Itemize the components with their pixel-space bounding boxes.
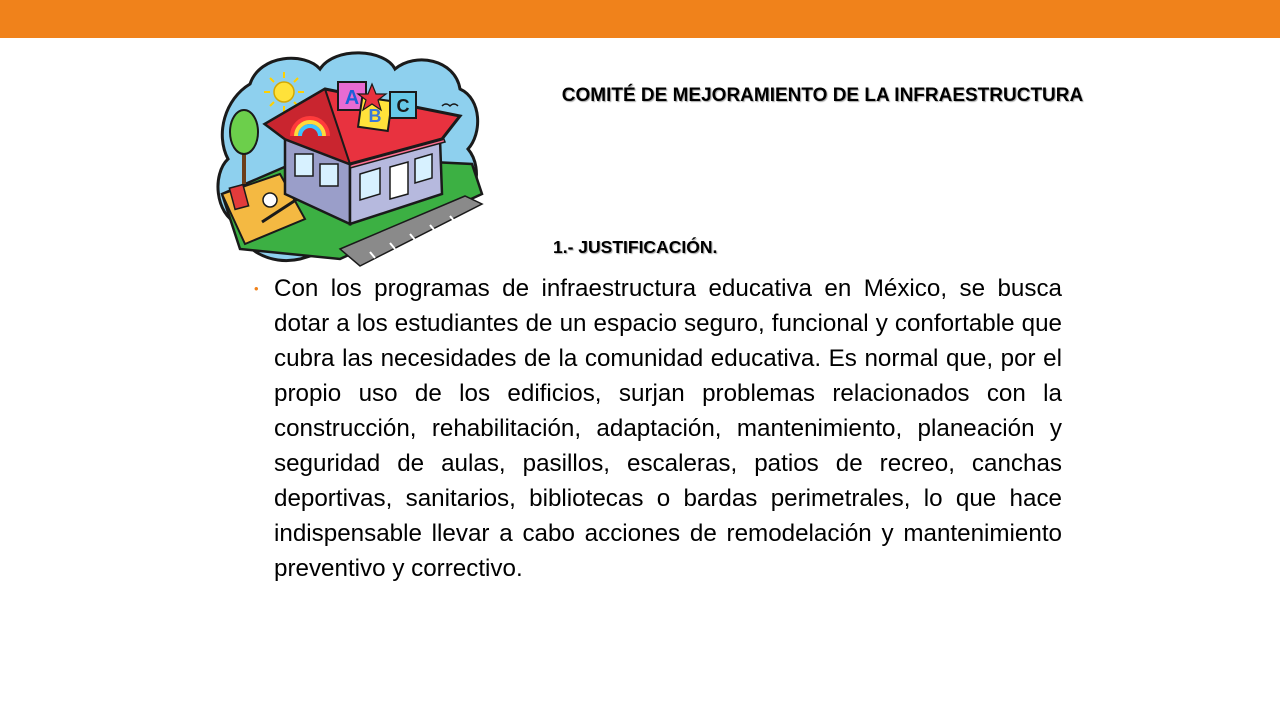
svg-text:C: C <box>396 96 410 116</box>
school-house-clipart-icon <box>210 44 486 276</box>
slide-title: COMITÉ DE MEJORAMIENTO DE LA INFRAESTRUCTURA <box>561 85 1084 106</box>
top-accent-bar <box>0 0 1280 38</box>
justification-paragraph: Con los programas de infraestructura educativa en México, se busca dotar a los estudiantes de un espacio seguro, funcional y confortable que cubra las necesidades de la comunidad educativa. Es normal que, por el propio uso de los edificios, surjan problemas relacionados con la construcción, rehabilitación, adaptación, mantenimiento, planeación y seguridad de aulas, pasillos, escaleras, patios de recreo, canchas deportivas, sanitarios, bibliotecas o bardas perimetrales, lo que hace indispensable llevar a cabo acciones de remodelación y mantenimiento preventivo y correctivo. <box>274 275 1062 582</box>
svg-text:A: A <box>344 87 360 109</box>
svg-text:B: B <box>368 106 382 126</box>
bullet-point-icon: • <box>254 281 259 296</box>
section-heading: 1.- JUSTIFICACIÓN. <box>553 237 718 257</box>
